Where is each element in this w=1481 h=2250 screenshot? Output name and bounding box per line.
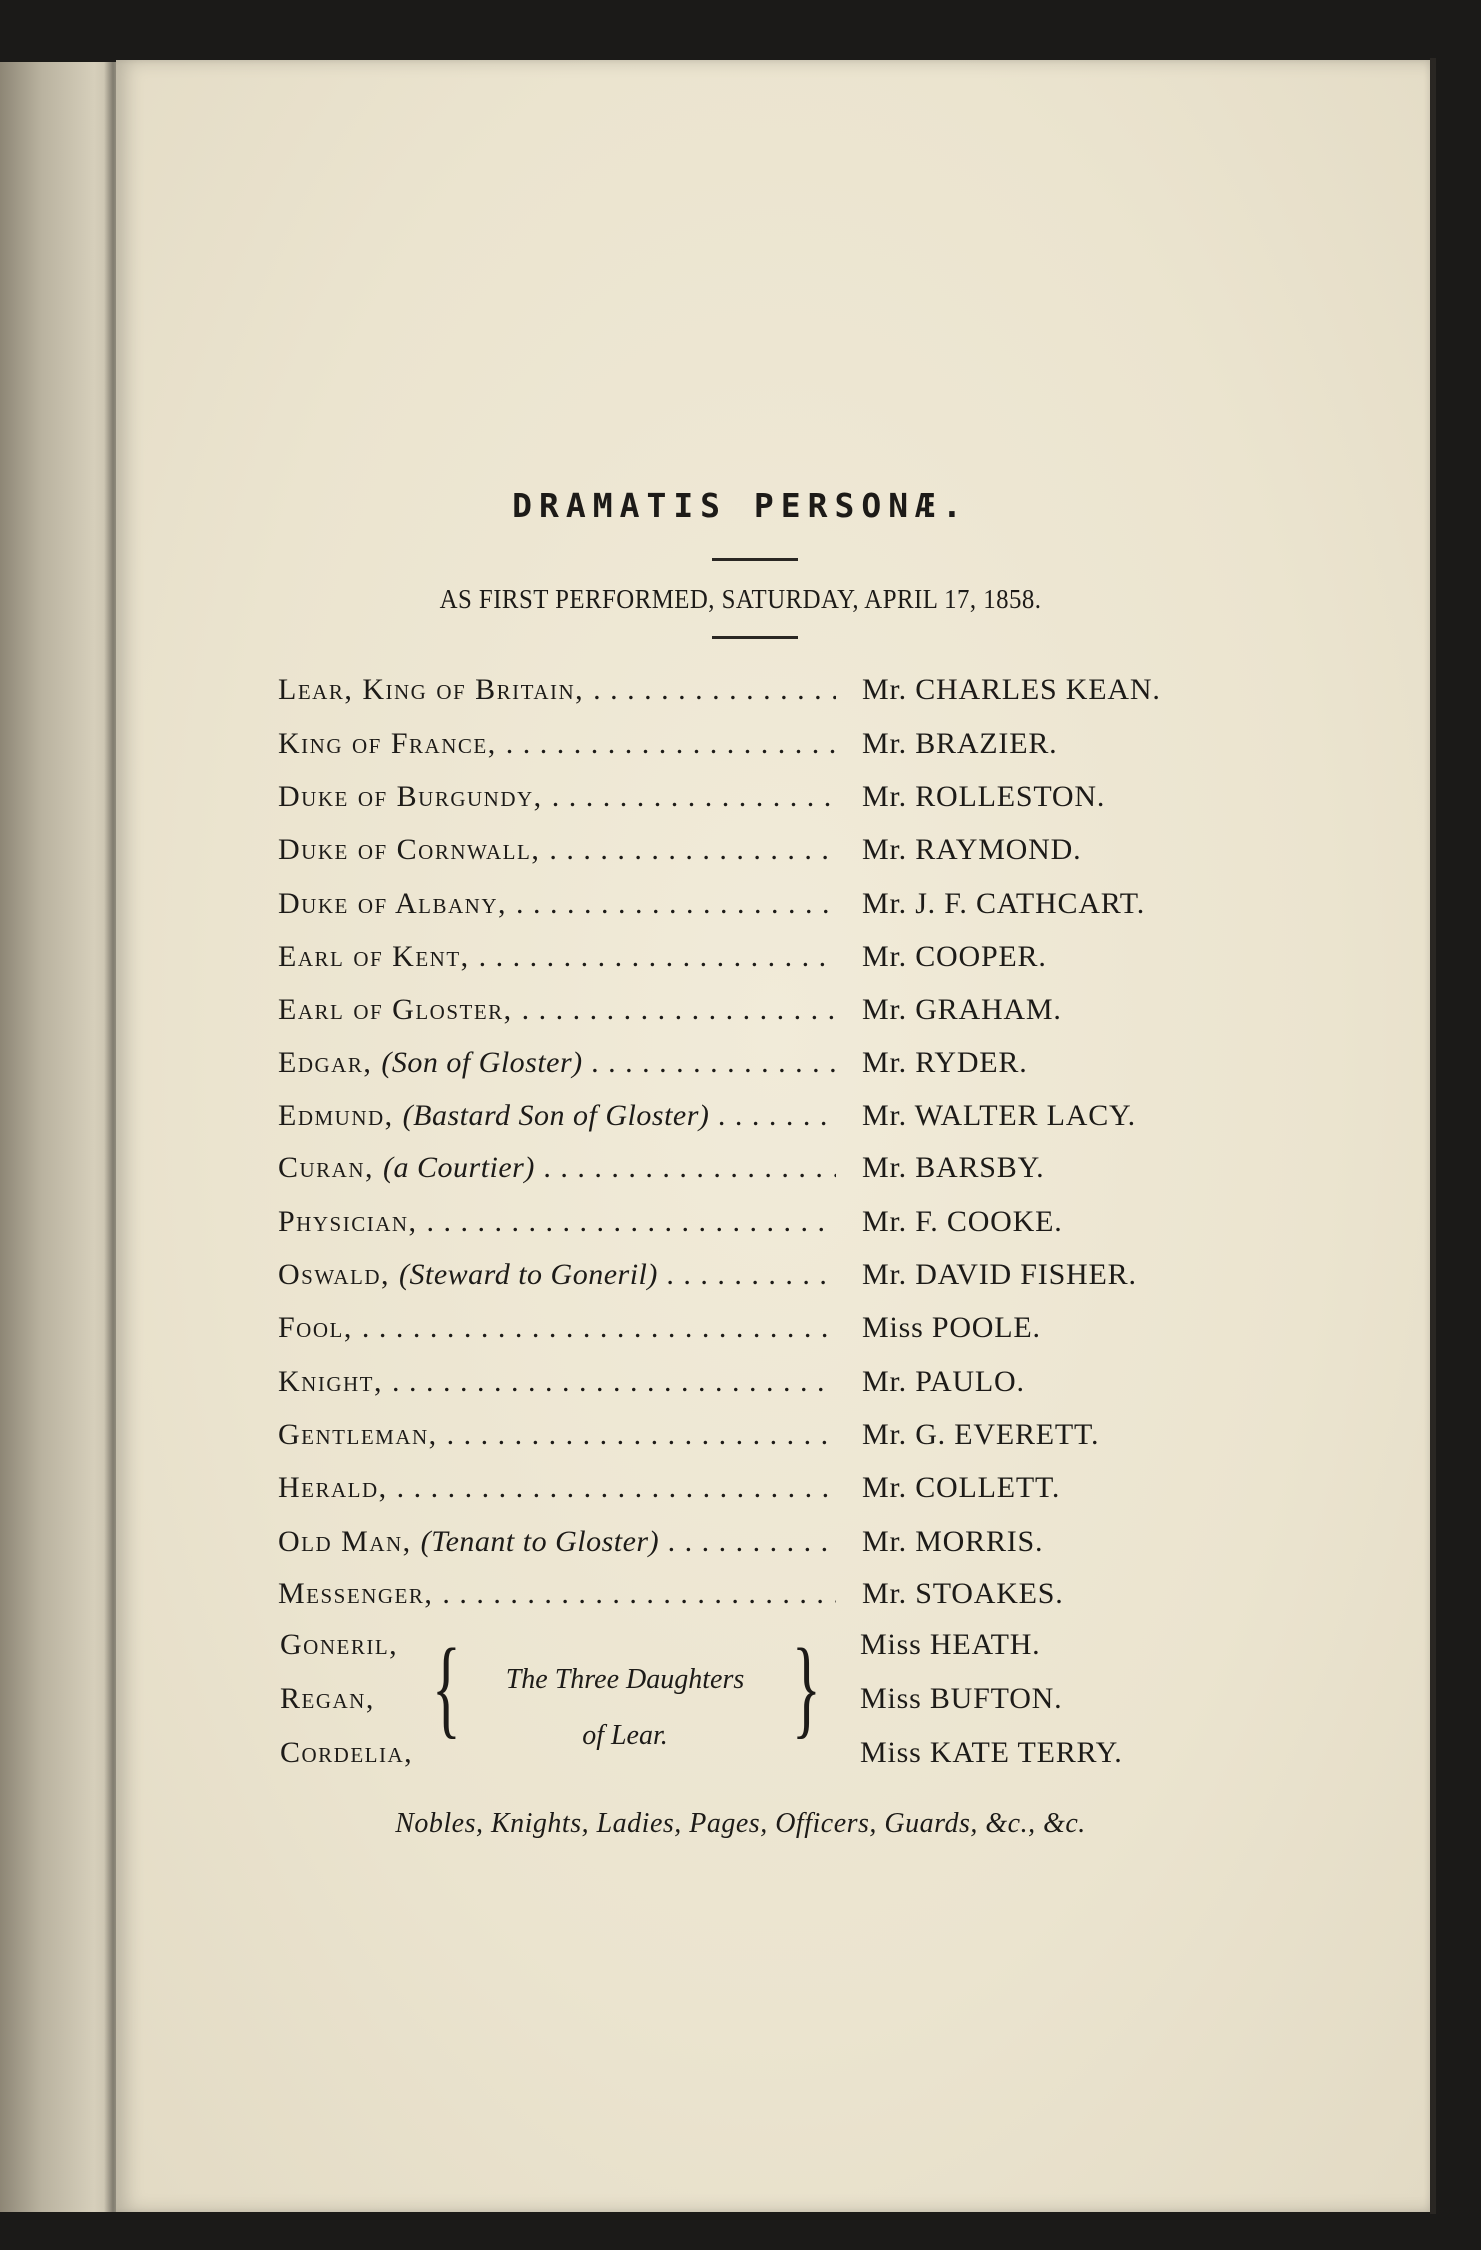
title-rule-bottom xyxy=(712,636,798,639)
cast-row xyxy=(278,1041,1198,1085)
actor-name: Mr. WALTER LACY. xyxy=(862,1099,1136,1132)
actor-name: Miss POOLE. xyxy=(862,1311,1041,1344)
role-name: Goneril, xyxy=(280,1628,399,1661)
role-name: Duke of Albany, . . . xyxy=(278,882,836,926)
cast-row xyxy=(278,1520,1198,1564)
actor-name: Mr. CHARLES KEAN. xyxy=(862,673,1161,706)
actor-name: Mr. ROLLESTON. xyxy=(862,780,1106,813)
role-name: Messenger, . . . xyxy=(278,1572,836,1616)
title-rule-top xyxy=(712,558,798,561)
actor-name: Miss HEATH. xyxy=(860,1628,1041,1661)
daughters-description: The Three Daughters of Lear. xyxy=(505,1664,745,1751)
cast-row xyxy=(278,1200,1198,1244)
right-brace-icon: { xyxy=(791,1626,821,1748)
role-name: Physician, . . . xyxy=(278,1200,836,1244)
cast-row xyxy=(278,988,1198,1032)
actor-name: Mr. RAYMOND. xyxy=(862,833,1082,866)
actor-name: Mr. RYDER. xyxy=(862,1046,1028,1079)
actor-name: Mr. PAULO. xyxy=(862,1365,1025,1398)
cast-row xyxy=(278,1094,1198,1138)
actor-name: Mr. BRAZIER. xyxy=(862,727,1058,760)
extras-line: Nobles, Knights, Ladies, Pages, Officers, Guards, &c., &c. xyxy=(395,1808,1086,1839)
actor-name: Mr. GRAHAM. xyxy=(862,993,1062,1026)
role-name: Duke of Cornwall, . . . xyxy=(278,828,836,872)
role-name: Old Man, (Tenant to Gloster) . . . xyxy=(278,1520,836,1564)
cast-row xyxy=(278,668,1198,712)
actor-name: Mr. BARSBY. xyxy=(862,1151,1045,1184)
actor-name: Mr. G. EVERETT. xyxy=(862,1418,1100,1451)
cast-row xyxy=(278,1253,1198,1297)
role-name: Earl of Gloster, . . . xyxy=(278,988,836,1032)
left-brace-icon: { xyxy=(431,1626,461,1748)
role-name: Duke of Burgundy, . . . xyxy=(278,775,836,819)
actor-name: Mr. STOAKES. xyxy=(862,1577,1064,1610)
actor-name: Miss KATE TERRY. xyxy=(860,1736,1123,1769)
performance-date: AS FIRST PERFORMED, SATURDAY, APRIL 17, 1858. xyxy=(439,584,1042,614)
cast-row xyxy=(278,1572,1198,1616)
actor-name: Mr. COOPER. xyxy=(862,940,1047,973)
actor-name: Mr. MORRIS. xyxy=(862,1525,1044,1558)
role-name: Gentleman, . . . xyxy=(278,1413,836,1457)
cast-row xyxy=(278,935,1198,979)
page-title: DRAMATIS PERSONÆ. xyxy=(512,486,969,525)
role-name: Oswald, (Steward to Goneril) . . . xyxy=(278,1253,836,1297)
facing-page-edge xyxy=(0,62,118,2212)
actor-name: Mr. F. COOKE. xyxy=(862,1205,1063,1238)
role-name: Curan, (a Courtier) . . . xyxy=(278,1146,836,1190)
cast-row xyxy=(278,722,1198,766)
cast-row xyxy=(278,1466,1198,1510)
role-name: Fool, . . . xyxy=(278,1306,836,1350)
cast-row xyxy=(278,882,1198,926)
cast-row xyxy=(278,775,1198,819)
actor-name: Mr. DAVID FISHER. xyxy=(862,1258,1137,1291)
role-name: Edmund, (Bastard Son of Gloster) . . . xyxy=(278,1094,836,1138)
role-name: Earl of Kent, . . . xyxy=(278,935,836,979)
cast-row xyxy=(278,1146,1198,1190)
role-name: Edgar, (Son of Gloster) . . . xyxy=(278,1041,836,1085)
role-name: King of France, . . . xyxy=(278,722,836,766)
cast-row xyxy=(278,828,1198,872)
role-name: Knight, . . . xyxy=(278,1360,836,1404)
actor-name: Mr. J. F. CATHCART. xyxy=(862,887,1145,920)
role-name: Herald, . . . xyxy=(278,1466,836,1510)
actor-name: Miss BUFTON. xyxy=(860,1682,1063,1715)
page-edge xyxy=(1430,58,1436,2214)
cast-row xyxy=(278,1306,1198,1350)
cast-row xyxy=(278,1413,1198,1457)
role-name: Lear, King of Britain, . . . xyxy=(278,668,836,712)
role-name: Cordelia, xyxy=(280,1736,414,1769)
cast-row xyxy=(278,1360,1198,1404)
role-name: Regan, xyxy=(280,1682,375,1715)
actor-name: Mr. COLLETT. xyxy=(862,1471,1061,1504)
